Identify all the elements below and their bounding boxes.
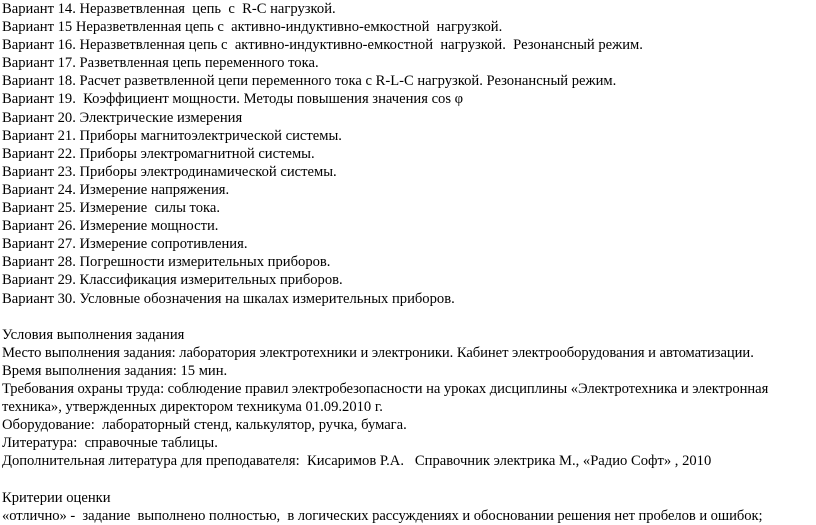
- conditions-line: Литература: справочные таблицы.: [2, 435, 218, 452]
- variant-item: Вариант 24. Измерение напряжения.: [2, 181, 230, 198]
- conditions-line: Требования охраны труда: соблюдение правил электробезопасности на уроках дисциплины «Электротехника и электронная: [2, 380, 769, 397]
- conditions-line: Место выполнения задания: лаборатория электротехники и электроники. Кабинет электрооборудования и автоматизации.: [2, 344, 754, 361]
- variant-item: Вариант 23. Приборы электродинамической системы.: [2, 163, 337, 180]
- blank-line: [2, 308, 814, 326]
- variant-item: Вариант 21. Приборы магнитоэлектрической системы.: [2, 127, 342, 144]
- variant-item: Вариант 22. Приборы электромагнитной системы.: [2, 145, 315, 162]
- variant-item: Вариант 25. Измерение силы тока.: [2, 200, 221, 217]
- variant-item: Вариант 18. Расчет разветвленной цепи переменного тока с R-L-C нагрузкой. Резонансный режим.: [2, 73, 617, 90]
- criteria-line: «отлично» - задание выполнено полностью, в логических рассуждениях и обосновании решения нет пробелов и ошибок;: [2, 507, 763, 524]
- variant-item: Вариант 20. Электрические измерения: [2, 109, 243, 126]
- conditions-section: [2, 326, 814, 471]
- variant-item: Вариант 19. Коэффициент мощности. Методы повышения значения cos φ: [2, 91, 464, 108]
- conditions-line: Время выполнения задания: 15 мин.: [2, 362, 228, 379]
- variant-item: Вариант 14. Неразветвленная цепь с R-C нагрузкой.: [2, 1, 336, 17]
- blank-line: [2, 470, 814, 488]
- conditions-heading: Условия выполнения задания: [2, 326, 185, 343]
- variant-item: Вариант 27. Измерение сопротивления.: [2, 236, 248, 253]
- variant-item: Вариант 28. Погрешности измерительных приборов.: [2, 254, 331, 271]
- variant-item: Вариант 17. Разветвленная цепь переменного тока.: [2, 55, 319, 72]
- variant-item: Вариант 29. Классификация измерительных приборов.: [2, 272, 343, 289]
- variant-item: Вариант 26. Измерение мощности.: [2, 218, 219, 235]
- variant-item: Вариант 30. Условные обозначения на шкалах измерительных приборов.: [2, 290, 455, 307]
- conditions-line: Оборудование: лабораторный стенд, калькулятор, ручка, бумага.: [2, 417, 407, 434]
- criteria-heading: Критерии оценки: [2, 489, 111, 506]
- variants-list: [2, 0, 814, 308]
- document-page: [2, 0, 814, 525]
- variant-item: Вариант 16. Неразветвленная цепь с активно-индуктивно-емкостной нагрузкой. Резонансный режим.: [2, 37, 643, 54]
- variant-item: Вариант 15 Неразветвленная цепь с активно-индуктивно-емкостной нагрузкой.: [2, 19, 503, 36]
- conditions-line: Дополнительная литература для преподавателя: Кисаримов Р.А. Справочник электрика М., «Радио Софт» , 2010: [2, 453, 712, 470]
- conditions-line: техника», утвержденных директором техникума 01.09.2010 г.: [2, 399, 383, 416]
